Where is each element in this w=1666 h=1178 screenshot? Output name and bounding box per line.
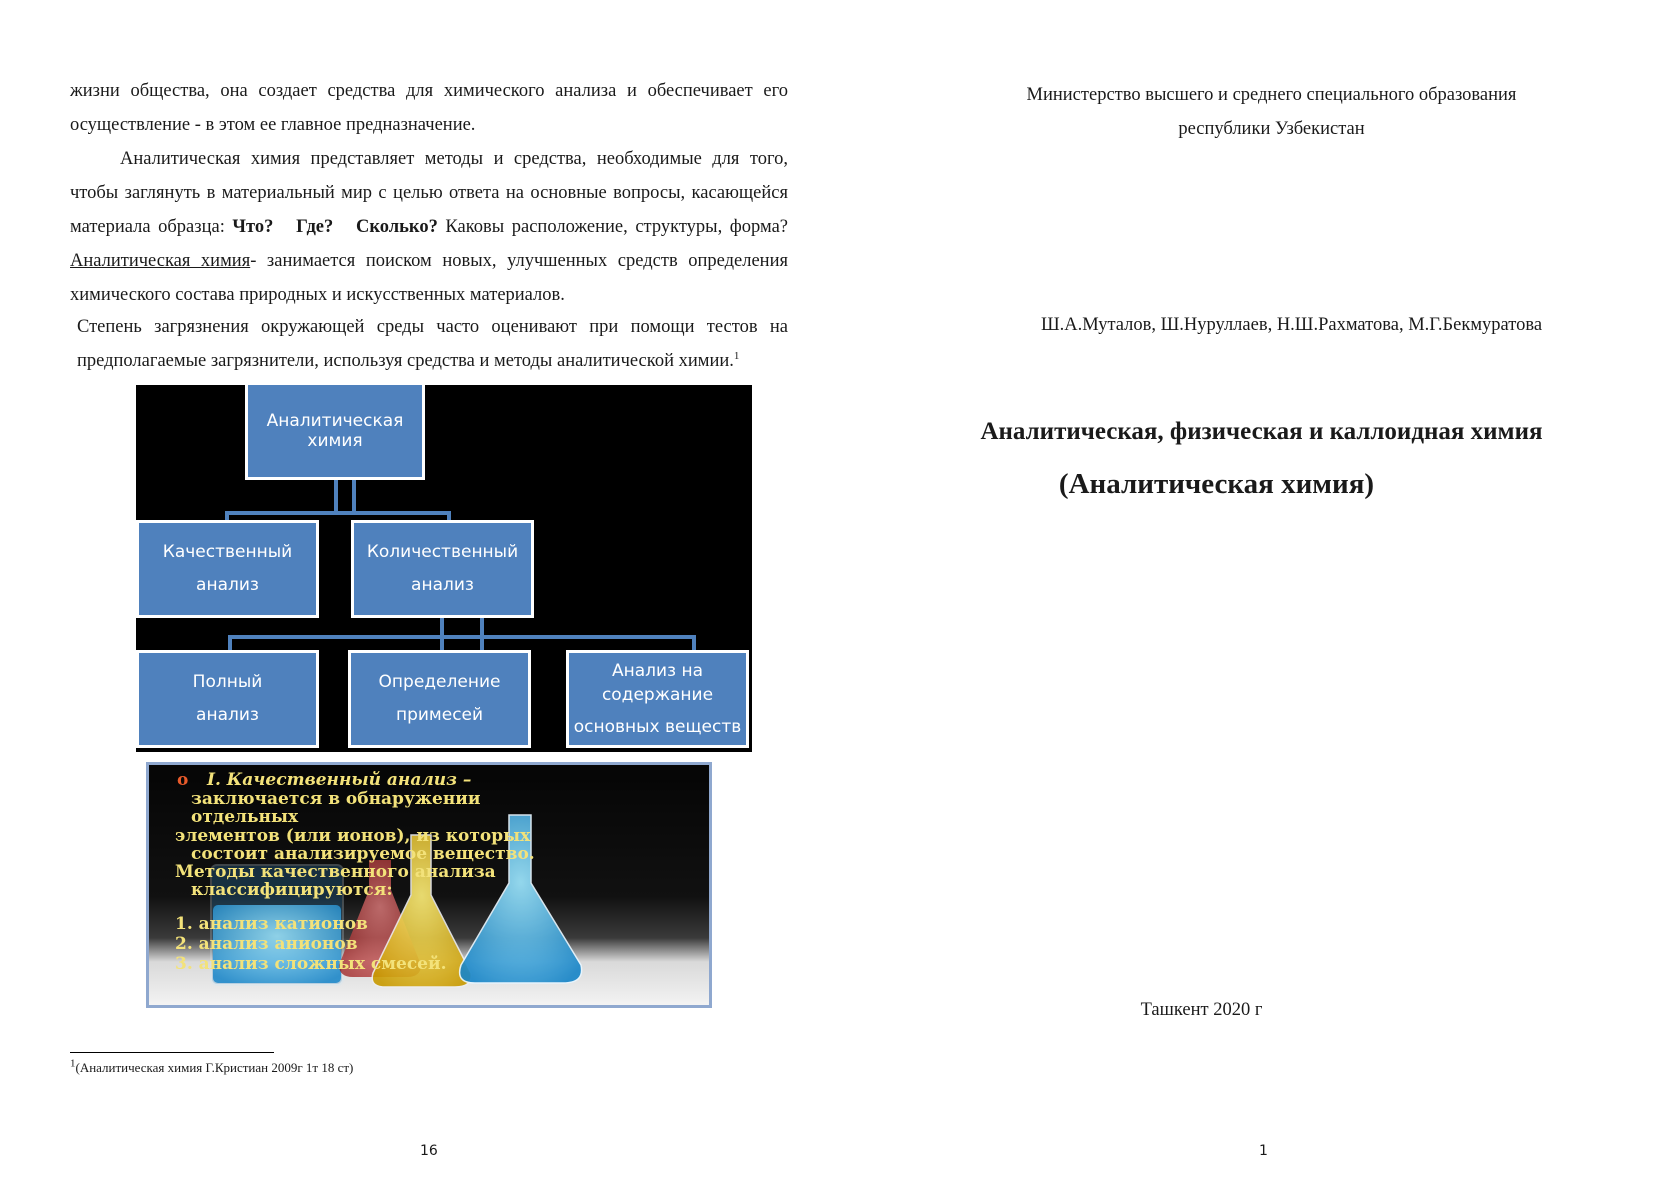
footnote [70,1057,354,1076]
node-analytical-chemistry: Аналитическая химия [245,382,425,480]
question-what: Что? [232,217,274,237]
connector-to-full [228,635,232,650]
paragraph-1: жизни общества, она создает средства для химического анализа и обеспечивает его осуществление - в этом ее главное предназначение. [70,81,788,135]
ministry-line-2: республики Узбекистан [1178,119,1365,139]
node-main-substances-analysis: Анализ на содержание основных веществ [566,650,749,748]
slide-bullet: o [177,770,189,790]
authors: Ш.А.Муталов, Ш.Нуруллаев, Н.Ш.Рахматова, М.Г.Бекмуратова [1040,315,1543,335]
page-number-left: 16 [420,1143,438,1159]
city-year: Ташкент 2020 г [1140,1000,1263,1020]
slide-line: элементов (или ионов), из которых [175,826,531,846]
node-quantitative-analysis: Количественный анализ [351,520,534,618]
para2-text-middle: Каковы расположение, структуры, форма? [445,217,789,237]
slide-list-item: 1. анализ катионов [175,914,368,934]
footnote-reference: 1 [733,349,740,362]
analytical-chemistry-term: Аналитическая химия [70,251,251,271]
para2-text-start: Аналитическая химия представляет методы и средства, необходимые для того, чтобы заглянуть в материальный мир с целью ответа на основные вопросы, касающейся материала образца: [70,149,788,237]
book-title: Аналитическая, физическая и каллоидная химия [980,418,1543,445]
para3-text: Степень загрязнения окружающей среды часто оценивают при помощи тестов на предполагаемые загрязнители, используя средства и методы аналитической химии. [77,317,788,371]
para2-text-end: - занимается поиском новых, улучшенных средств определения химического состава природных и искусственных материалов. [70,251,788,305]
node-full-analysis: Полный анализ [136,650,319,748]
connector-to-impurities [440,635,444,650]
node-qualitative-analysis: Качественный анализ [136,520,319,618]
slide-list-item: 2. анализ анионов [175,934,358,954]
node-impurities-determination: Определение примесей [348,650,531,748]
ministry-name [855,78,1666,146]
paragraph-2 [70,142,788,312]
slide-line: состоит анализируемое вещество. [191,844,535,864]
right-page-title [833,0,1666,1178]
connector-root-down-2 [352,477,356,513]
qualitative-analysis-slide [146,762,712,1008]
slide-line: Методы качественного анализа [175,862,496,882]
footnote-separator [70,1052,274,1053]
connector-level1-horizontal [225,511,451,515]
connector-to-main [692,635,696,650]
footnote-number: 1 [70,1057,76,1070]
slide-line: отдельных [191,807,299,827]
question-how-much: Сколько? [355,217,438,237]
connector-level2-horizontal [228,635,696,639]
slide-heading: I. Качественный анализ – [207,770,472,790]
page-number-right: 1 [1259,1143,1268,1159]
paragraph-3 [77,310,788,378]
slide-line: классифицируются: [191,880,393,900]
question-where: Где? [296,217,334,237]
footnote-text: (Аналитическая химия Г.Кристиан 2009г 1т 18 ст) [75,1060,354,1075]
connector-root-down [334,477,338,513]
book-subtitle: (Аналитическая химия) [1058,468,1375,500]
slide-line: заключается в обнаружении [191,789,481,809]
ministry-line-1: Министерство высшего и среднего специального образования [1026,85,1517,105]
analysis-classification-diagram [136,385,752,752]
slide-list-item: 3. анализ сложных смесей. [175,954,447,974]
